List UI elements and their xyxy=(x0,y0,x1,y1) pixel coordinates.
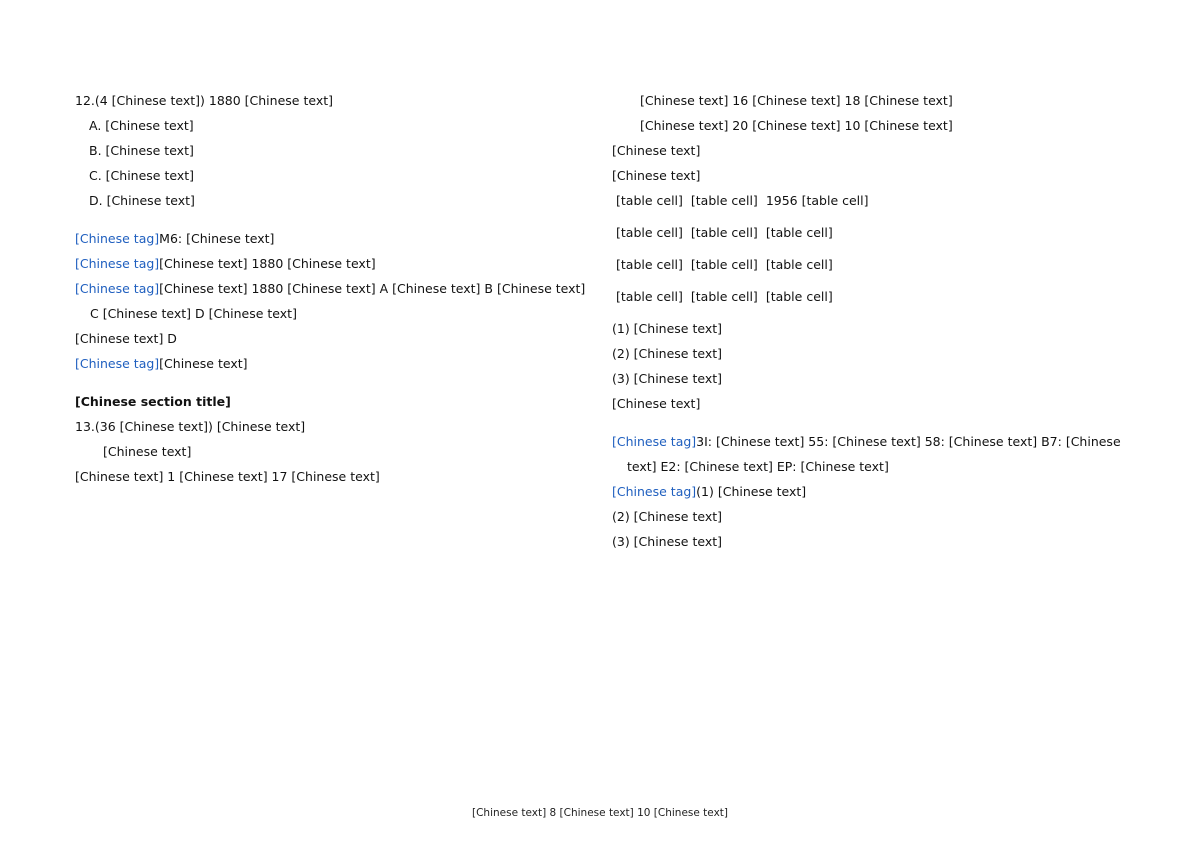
dianping-tag: [Chinese tag] xyxy=(75,356,160,371)
section-title: [Chinese section title] xyxy=(75,394,231,409)
jieda-tag: [Chinese tag] xyxy=(75,281,160,296)
q12-option-c: C. [Chinese text] xyxy=(89,168,195,183)
table-cell: [table cell] xyxy=(616,257,683,272)
table-cell: [table cell] xyxy=(616,193,683,208)
fenxi-text: (1) [Chinese text] xyxy=(696,484,807,499)
kaodian-text: M6: [Chinese text] xyxy=(159,231,275,246)
jieda-text: [Chinese text] 1880 [Chinese text] A [Chinese text] B [Chinese text] C [Chinese text] D [Chinese text] xyxy=(90,281,586,321)
q13-material-3: [Chinese text] 20 [Chinese text] 10 [Chinese text] xyxy=(640,118,953,133)
table-cell: [table cell] xyxy=(765,225,833,240)
q13-material-1: [Chinese text] xyxy=(103,444,192,459)
table-cell: [table cell] xyxy=(690,193,758,208)
page-footer: [Chinese text] 8 [Chinese text] 10 [Chinese text] xyxy=(472,807,728,819)
q12-answer: [Chinese text] D xyxy=(75,331,177,346)
q13-fenxi-3: (3) [Chinese text] xyxy=(612,534,723,549)
q13-requirement: [Chinese text] xyxy=(612,396,701,411)
q12-dianping xyxy=(75,351,587,376)
table-cell: 1956 [table cell] xyxy=(765,193,869,208)
kaodian-text: 3I: [Chinese text] 55: [Chinese text] 58: [Chinese text] B7: [Chinese text] E2: [Chinese text] EP: [Chinese text] xyxy=(627,434,1121,474)
fenxi-tag: [Chinese tag] xyxy=(612,484,697,499)
right-column xyxy=(612,88,1127,554)
q13-material-2: [Chinese text] 16 [Chinese text] 18 [Chinese text] xyxy=(640,93,953,108)
fenxi-text: [Chinese text] 1880 [Chinese text] xyxy=(159,256,376,271)
q12-option-b: B. [Chinese text] xyxy=(89,143,194,158)
table-row xyxy=(616,220,877,252)
vocab-table xyxy=(616,188,877,316)
q13-question-1: (1) [Chinese text] xyxy=(612,321,723,336)
q13-fenxi-2: (2) [Chinese text] xyxy=(612,509,723,524)
q13-latin-paragraph: [Chinese text] 1 [Chinese text] 17 [Chinese text] xyxy=(75,469,380,484)
table-cell: [table cell] xyxy=(690,257,758,272)
q13-question-2: (2) [Chinese text] xyxy=(612,346,723,361)
q12-fenxi xyxy=(75,251,587,276)
q12-jieda xyxy=(75,276,587,326)
q13-question-3: (3) [Chinese text] xyxy=(612,371,723,386)
fenxi-tag: [Chinese tag] xyxy=(75,256,160,271)
q12-option-d: D. [Chinese text] xyxy=(89,193,195,208)
table-row xyxy=(616,284,877,316)
table-cell: [table cell] xyxy=(616,289,683,304)
table-row xyxy=(616,188,877,220)
table-cell: [table cell] xyxy=(765,257,833,272)
spacer xyxy=(612,416,1127,429)
table-cell: [table cell] xyxy=(690,225,758,240)
q12-stem: 12.(4 [Chinese text]) 1880 [Chinese text] xyxy=(75,93,333,108)
q13-stem: 13.(36 [Chinese text]) [Chinese text] xyxy=(75,419,306,434)
dianping-text: [Chinese text] xyxy=(159,356,248,371)
kaodian-tag: [Chinese tag] xyxy=(75,231,160,246)
q12-option-a: A. [Chinese text] xyxy=(89,118,194,133)
table-cell: [table cell] xyxy=(616,225,683,240)
q12-kaodian xyxy=(75,226,587,251)
spacer xyxy=(75,376,587,389)
kaodian-tag: [Chinese tag] xyxy=(612,434,697,449)
q13-kaodian xyxy=(612,429,1127,479)
spacer xyxy=(75,213,587,226)
table-cell: [table cell] xyxy=(690,289,758,304)
q13-fenxi xyxy=(612,479,1127,504)
q13-table-label: [Chinese text] xyxy=(612,168,701,183)
left-column xyxy=(75,88,587,489)
table-cell: [table cell] xyxy=(765,289,833,304)
q13-intro: [Chinese text] xyxy=(612,143,701,158)
table-row xyxy=(616,252,877,284)
